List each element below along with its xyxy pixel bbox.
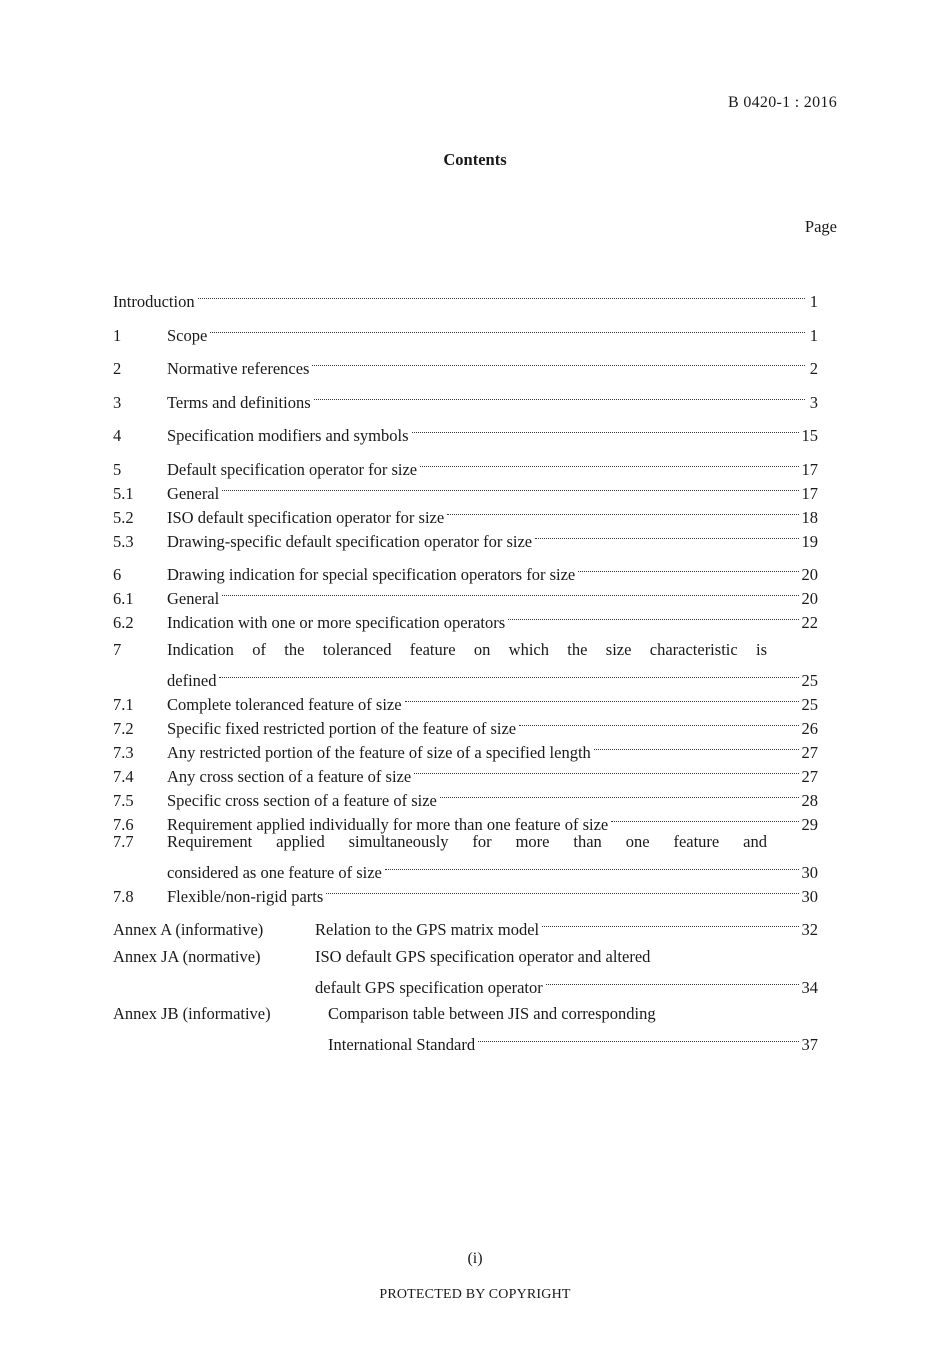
dot-leader xyxy=(210,317,805,341)
toc-entry-number: 7.5 xyxy=(113,790,134,810)
toc-entry-label: Any restricted portion of the feature of size of a specified length xyxy=(167,742,591,762)
toc-entry-page: 20 xyxy=(801,565,818,584)
toc-entry-label: Specific fixed restricted portion of the feature of size xyxy=(167,718,517,738)
toc-entry-label-line1: ISO default GPS specification operator and altered xyxy=(315,946,651,966)
toc-entry-number: 6 xyxy=(113,565,122,584)
toc-entry-label: General xyxy=(167,589,220,608)
toc-entry-label: ISO default specification operator for size xyxy=(167,507,445,527)
toc-entry-page: 28 xyxy=(801,790,818,810)
toc-entry-label: Requirement applied individually for more than one feature of size xyxy=(167,814,609,834)
toc-entry-page: 2 xyxy=(809,359,818,378)
page-title: Contents xyxy=(443,150,507,169)
toc-entry-number: 4 xyxy=(113,426,122,445)
toc-entry-page: 34 xyxy=(801,977,818,997)
toc-entry-number: 7.6 xyxy=(113,814,134,834)
toc-entry-number: 3 xyxy=(113,392,122,412)
toc-entry-label: Terms and definitions xyxy=(167,392,311,412)
toc-entry-label: Drawing indication for special specification operators for size xyxy=(167,565,576,584)
toc-entry-label: Normative references xyxy=(167,359,310,378)
toc-entry-page: 15 xyxy=(801,426,818,445)
toc-entry-page: 37 xyxy=(801,1035,818,1054)
toc-entry-number: 7.7 xyxy=(113,831,134,851)
toc-entry-scope[interactable] xyxy=(113,317,818,345)
dot-leader xyxy=(198,283,805,307)
dot-leader xyxy=(314,384,805,408)
toc-entry-page: 27 xyxy=(801,766,818,786)
toc-entry-toleranced-feature-cont[interactable] xyxy=(113,662,818,690)
toc-entry-page: 19 xyxy=(801,531,818,551)
toc-entry-label: General xyxy=(167,483,220,503)
toc-entry-introduction[interactable] xyxy=(113,283,818,311)
toc-entry-label: Specification modifiers and symbols xyxy=(167,426,409,445)
toc-entry-modifiers[interactable] xyxy=(113,417,818,445)
toc-entry-normative-references[interactable] xyxy=(113,350,818,378)
toc-entry-annex-a[interactable] xyxy=(113,911,818,939)
dot-leader xyxy=(578,556,798,580)
toc-entry-label: Scope xyxy=(167,325,208,345)
toc-entry-7-7[interactable] xyxy=(113,830,818,854)
toc-entry-annex-jb-cont[interactable] xyxy=(113,1026,818,1054)
dot-leader xyxy=(385,854,799,878)
dot-leader xyxy=(594,734,799,758)
toc-entry-7-7-cont[interactable] xyxy=(113,854,818,882)
dot-leader xyxy=(312,350,805,374)
toc-entry-page: 17 xyxy=(801,459,818,479)
toc-entry-label: Any cross section of a feature of size xyxy=(167,766,412,786)
dot-leader xyxy=(219,662,798,686)
toc-entry-page: 1 xyxy=(809,292,818,311)
toc-entry-page: 26 xyxy=(801,718,818,738)
dot-leader xyxy=(412,417,799,441)
dot-leader xyxy=(414,758,798,782)
toc-entry-label: Complete toleranced feature of size xyxy=(167,694,402,714)
toc-entry-page: 27 xyxy=(801,742,818,762)
toc-entry-number: 7.1 xyxy=(113,694,134,714)
toc-entry-page: 18 xyxy=(801,507,818,527)
toc-entry-label-line2: considered as one feature of size xyxy=(167,862,382,882)
toc-entry-annex-ja-cont[interactable] xyxy=(113,969,818,997)
toc-entry-number: 1 xyxy=(113,325,122,345)
toc-entry-label-line2: defined xyxy=(167,670,217,690)
toc-entry-default-operator[interactable] xyxy=(113,451,818,479)
toc-entry-label: Drawing-specific default specification operator for size xyxy=(167,531,533,551)
dot-leader xyxy=(611,806,798,830)
toc-entry-page: 20 xyxy=(801,589,818,608)
dot-leader xyxy=(478,1026,798,1050)
toc-entry-number: 5.2 xyxy=(113,507,134,527)
toc-entry-number: 5 xyxy=(113,459,122,479)
toc-entry-page: 25 xyxy=(801,670,818,690)
toc-entry-number: 5.3 xyxy=(113,531,134,551)
page-column-label: Page xyxy=(804,217,837,236)
toc-entry-page: 17 xyxy=(801,483,818,503)
toc-entry-page: 1 xyxy=(809,325,818,345)
dot-leader xyxy=(542,911,798,935)
toc-entry-number: 7.8 xyxy=(113,886,134,906)
toc-entry-toleranced-feature[interactable] xyxy=(113,638,818,662)
toc-entry-drawing-indication[interactable] xyxy=(113,556,818,584)
toc-entry-number: 6.2 xyxy=(113,613,134,632)
dot-leader xyxy=(519,710,798,734)
dot-leader xyxy=(222,475,798,499)
toc-annex-label: Annex JA (normative) xyxy=(113,946,261,966)
toc-entry-number: 7.4 xyxy=(113,766,134,786)
toc-entry-label: Default specification operator for size xyxy=(167,459,418,479)
toc-entry-number: 6.1 xyxy=(113,589,134,608)
toc-entry-annex-jb[interactable] xyxy=(113,1002,818,1026)
toc-annex-label: Annex A (informative) xyxy=(113,920,264,939)
toc-entry-number: 5.1 xyxy=(113,483,134,503)
toc-entry-label: Specific cross section of a feature of size xyxy=(167,790,437,810)
toc-entry-label-line2: default GPS specification operator xyxy=(315,977,543,997)
dot-leader xyxy=(508,604,798,628)
toc-annex-label: Annex JB (informative) xyxy=(113,1004,271,1023)
toc-entry-page: 29 xyxy=(801,814,818,834)
toc-entry-page: 32 xyxy=(801,920,818,939)
dot-leader xyxy=(440,782,799,806)
toc-entry-label-line1: Requirement applied simultaneously for more than one feature and xyxy=(167,831,767,851)
toc-entry-label: Introduction xyxy=(113,292,195,311)
copyright-notice: PROTECTED BY COPYRIGHT xyxy=(379,1287,571,1302)
toc-entry-annex-ja[interactable] xyxy=(113,945,818,969)
dot-leader xyxy=(405,686,799,710)
page-number: (i) xyxy=(467,1250,483,1267)
dot-leader xyxy=(535,523,798,547)
toc-entry-page: 30 xyxy=(801,862,818,882)
toc-entry-number: 7.2 xyxy=(113,718,134,738)
toc-entry-label: Relation to the GPS matrix model xyxy=(315,920,540,939)
dot-leader xyxy=(546,969,799,993)
dot-leader xyxy=(326,878,798,902)
toc-entry-label-line2: International Standard xyxy=(328,1035,476,1054)
toc-entry-7-1[interactable] xyxy=(113,686,818,714)
dot-leader xyxy=(420,451,798,475)
dot-leader xyxy=(447,499,798,523)
toc-entry-page: 25 xyxy=(801,694,818,714)
toc-entry-page: 3 xyxy=(809,392,818,412)
toc-entry-label-line1: Indication of the toleranced feature on which the size characteristic is xyxy=(167,639,767,659)
toc-entry-number: 2 xyxy=(113,359,122,378)
toc-entry-page: 22 xyxy=(801,613,818,632)
toc-entry-label-line1: Comparison table between JIS and corresponding xyxy=(328,1004,656,1023)
toc-entry-label: Indication with one or more specification operators xyxy=(167,613,506,632)
table-of-contents xyxy=(113,283,818,1054)
toc-entry-number: 7 xyxy=(113,639,122,659)
toc-entry-terms[interactable] xyxy=(113,384,818,412)
toc-entry-number: 7.3 xyxy=(113,742,134,762)
toc-entry-label: Flexible/non-rigid parts xyxy=(167,886,324,906)
toc-entry-page: 30 xyxy=(801,886,818,906)
dot-leader xyxy=(222,580,798,604)
document-id: B 0420-1 : 2016 xyxy=(728,94,837,111)
